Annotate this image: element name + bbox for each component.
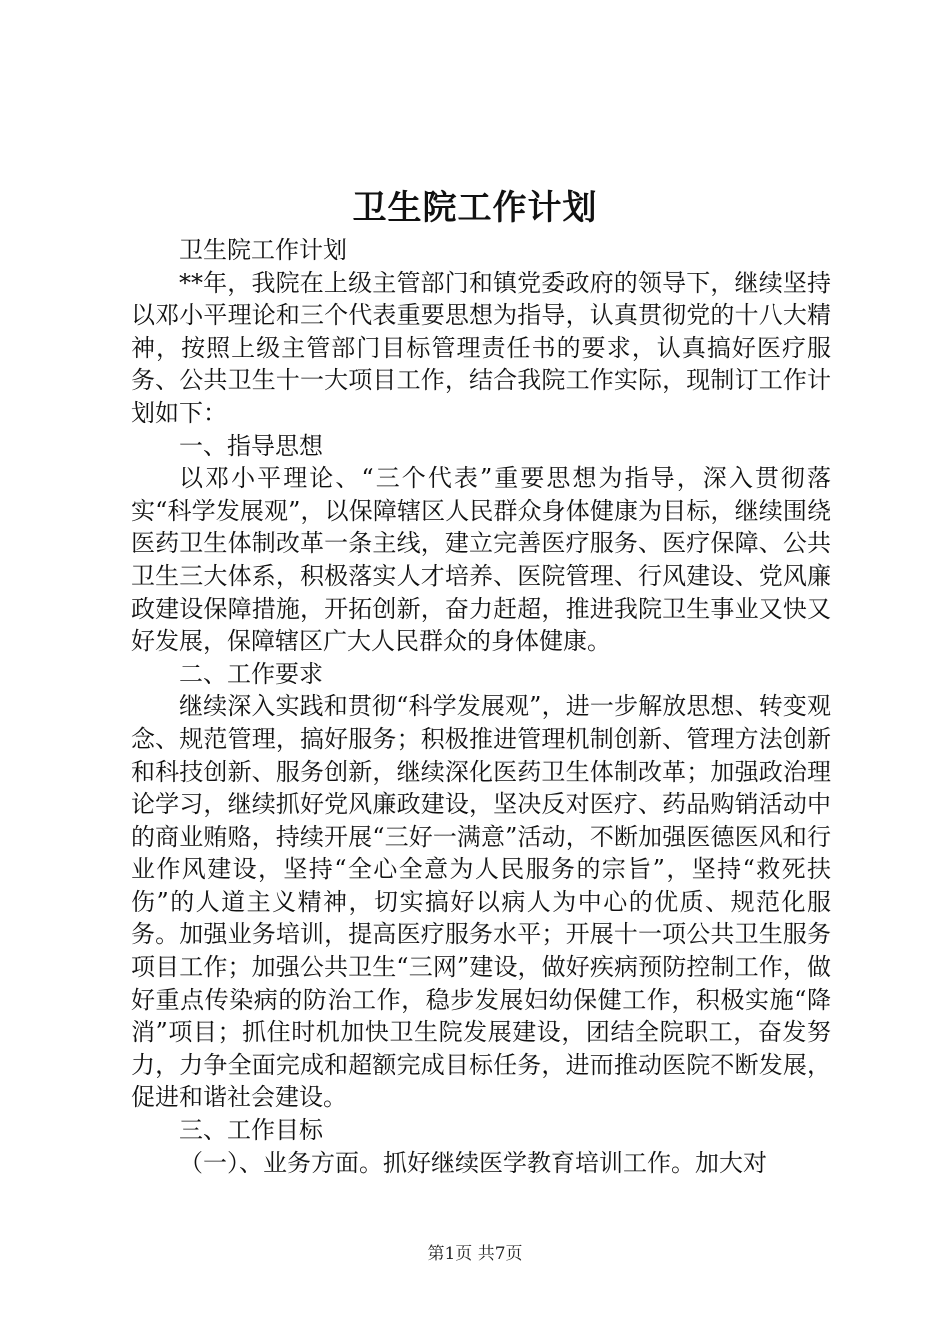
work-goals-paragraph: （一）、业务方面。抓好继续医学教育培训工作。加大对	[179, 1148, 767, 1177]
intro-paragraph: **年，我院在上级主管部门和镇党委政府的领导下，继续坚持以邓小平理论和三个代表重要思想为指导，认真贯彻党的十八大精神，按照上级主管部门目标管理责任书的要求，认真搞好医疗服务、公共卫生十一大项目工作，结合我院工作实际，现制订工作计划如下：	[131, 268, 831, 427]
page-footer: 第1页 共7页	[427, 1244, 523, 1264]
work-requirements-paragraph: 继续深入实践和贯彻“科学发展观”，进一步解放思想、转变观念、规范管理，搞好服务；积极推进管理机制创新、管理方法创新和科技创新、服务创新，继续深化医药卫生体制改革；加强政治理论学习，继续抓好党风廉政建设，坚决反对医疗、药品购销活动中的商业贿赂，持续开展“三好一满意”活动，不断加强医德医风和行业作风建设，坚持“全心全意为人民服务的宗旨”，坚持“救死扶伤”的人道主义精神，切实搞好以病人为中心的优质、规范化服务。加强业务培训，提高医疗服务水平；开展十一项公共卫生服务项目工作；加强公共卫生“三网”建设，做好疾病预防控制工作，做好重点传染病的防治工作，稳步发展妇幼保健工作，积极实施“降消”项目；抓住时机加快卫生院发展建设，团结全院职工，奋发努力，力争全面完成和超额完成目标任务，进而推动医院不断发展，促进和谐社会建设。	[131, 692, 831, 1112]
section-heading-work-goals: 三、工作目标	[179, 1116, 323, 1145]
guiding-ideology-paragraph: 以邓小平理论、“三个代表”重要思想为指导，深入贯彻落实“科学发展观”，以保障辖区人民群众身体健康为目标，继续围绕医药卫生体制改革一条主线，建立完善医疗服务、医疗保障、公共卫生三大体系，积极落实人才培养、医院管理、行风建设、党风廉政建设保障措施，开拓创新，奋力赶超，推进我院卫生事业又快又好发展，保障辖区广大人民群众的身体健康。	[131, 464, 831, 656]
section-heading-work-requirements: 二、工作要求	[179, 659, 323, 688]
subtitle-paragraph: 卫生院工作计划	[179, 236, 347, 264]
document-body	[131, 234, 831, 1179]
document-title: 卫生院工作计划	[352, 188, 598, 228]
section-heading-guiding-ideology: 一、指导思想	[179, 431, 323, 460]
